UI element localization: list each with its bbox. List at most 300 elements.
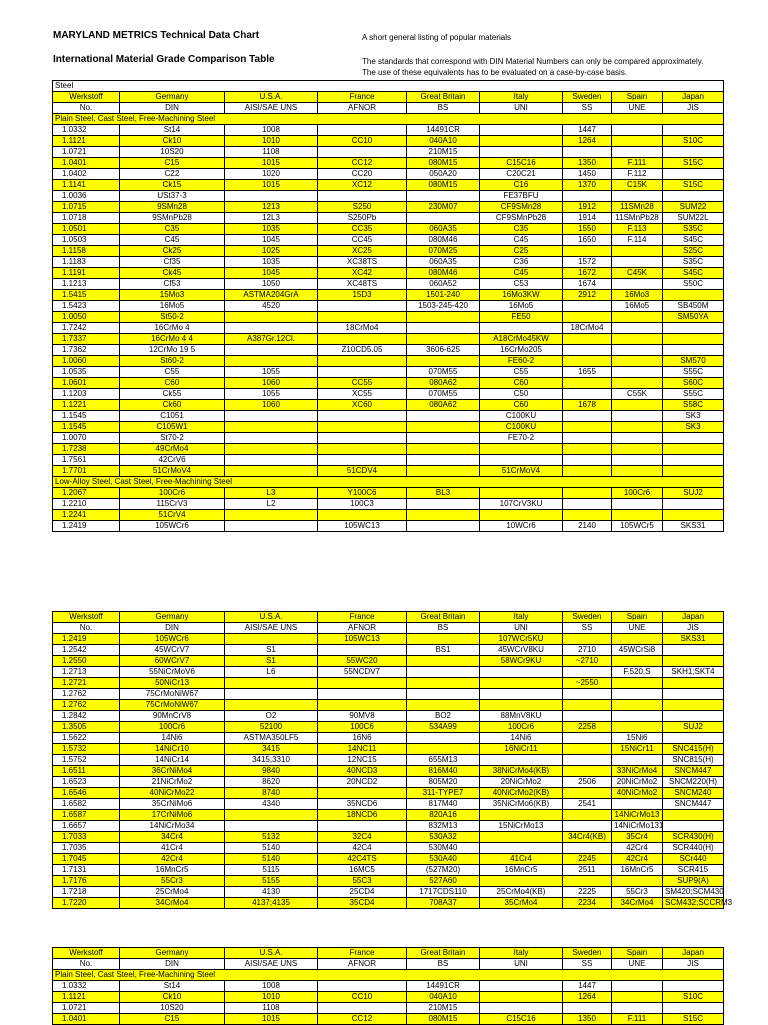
col-subheader-italy: UNI [480,959,563,970]
cell-werkstoff: 1.2067 [53,488,120,499]
cell-france: XC38TS [318,257,407,268]
col-header-usa: U.S.A. [225,948,318,959]
cell-sweden: 1678 [563,400,612,411]
cell-great-britain [407,521,480,532]
table-row [53,422,724,433]
col-subheader-japan: JIS [663,959,724,970]
cell-germany: 100Cr6 [120,722,225,733]
col-subheader-great-britain: BS [407,623,480,634]
cell-sweden: 2245 [563,854,612,865]
cell-werkstoff: 1.2550 [53,656,120,667]
cell-japan [663,645,724,656]
cell-france: 55NCDV7 [318,667,407,678]
cell-usa [225,810,318,821]
cell-france [318,444,407,455]
cell-italy: 40NiCrMo2(KB) [480,788,563,799]
cell-sweden: 1447 [563,981,612,992]
cell-werkstoff: 1.1545 [53,411,120,422]
cell-sweden: ~2550 [563,678,612,689]
cell-great-britain: 311-TYPE7 [407,788,480,799]
cell-spain: 14NiCrMo13 [612,810,663,821]
cell-usa: 1050 [225,279,318,290]
cell-great-britain: 530A32 [407,832,480,843]
cell-usa: A387Gr.12Cl. [225,334,318,345]
table-row [53,689,724,700]
cell-germany: C15 [120,158,225,169]
table-row [53,843,724,854]
table-row [53,323,724,334]
cell-france [318,422,407,433]
cell-germany: Ck25 [120,246,225,257]
cell-werkstoff: 1.6587 [53,810,120,821]
cell-spain [612,323,663,334]
cell-sweden [563,499,612,510]
cell-germany: 60WCrV7 [120,656,225,667]
cell-japan [663,169,724,180]
cell-werkstoff: 1.0715 [53,202,120,213]
cell-great-britain [407,466,480,477]
cell-great-britain [407,510,480,521]
table-row [53,191,724,202]
cell-germany: 51CrMoV4 [120,466,225,477]
cell-werkstoff: 1.5622 [53,733,120,744]
cell-usa: 8740 [225,788,318,799]
cell-germany: St60-2 [120,356,225,367]
table-row [53,722,724,733]
cell-italy: C16 [480,180,563,191]
cell-spain: F.113 [612,224,663,235]
col-header-italy: Italy [480,948,563,959]
cell-werkstoff: 1.7033 [53,832,120,843]
cell-werkstoff: 1.1141 [53,180,120,191]
cell-france: 32C4 [318,832,407,843]
cell-usa: 5140 [225,843,318,854]
cell-great-britain: 655M13 [407,755,480,766]
cell-italy: 100Cr6 [480,722,563,733]
cell-spain [612,411,663,422]
cell-werkstoff: 1.0601 [53,378,120,389]
col-subheader-sweden: SS [563,103,612,114]
header-row [53,612,724,623]
cell-germany: 50NiCr13 [120,678,225,689]
cell-japan [663,700,724,711]
cell-france [318,147,407,158]
cell-spain: 11SMn28 [612,202,663,213]
cell-spain [612,992,663,1003]
cell-spain [612,700,663,711]
cell-france: 55WC20 [318,656,407,667]
cell-sweden [563,1003,612,1014]
cell-great-britain: 070M25 [407,246,480,257]
table-row [53,733,724,744]
table-row [53,411,724,422]
cell-great-britain [407,323,480,334]
cell-werkstoff: 1.0503 [53,235,120,246]
cell-france [318,510,407,521]
cell-usa: 1008 [225,981,318,992]
cell-germany: C60 [120,378,225,389]
comparison-table-1 [52,80,724,532]
cell-japan: S35C [663,224,724,235]
cell-usa: O2 [225,711,318,722]
cell-italy [480,992,563,1003]
cell-spain [612,678,663,689]
table-row [53,634,724,645]
cell-france [318,125,407,136]
cell-sweden: 1370 [563,180,612,191]
cell-germany: C45 [120,235,225,246]
cell-werkstoff: 1.1121 [53,136,120,147]
cell-spain [612,433,663,444]
cell-usa [225,433,318,444]
cell-werkstoff: 1.6523 [53,777,120,788]
section-row [53,477,724,488]
cell-usa: 4520 [225,301,318,312]
cell-werkstoff: 1.5423 [53,301,120,312]
cell-sweden [563,411,612,422]
cell-spain [612,400,663,411]
cell-spain [612,466,663,477]
cell-spain [612,147,663,158]
cell-japan: SCr440 [663,854,724,865]
cell-werkstoff: 1.2721 [53,678,120,689]
cell-spain [612,136,663,147]
cell-spain: 16Mo5 [612,301,663,312]
cell-usa [225,466,318,477]
cell-spain: F.111 [612,1014,663,1025]
cell-japan: SCR430(H) [663,832,724,843]
cell-usa [225,689,318,700]
cell-spain [612,257,663,268]
cell-italy: 16Mo3KW [480,290,563,301]
cell-germany: Ck55 [120,389,225,400]
cell-japan: SKS31 [663,521,724,532]
cell-italy: 16NiCr11 [480,744,563,755]
cell-japan: S60C [663,378,724,389]
section-label: Low-Alloy Steel, Cast Steel, Free-Machining Steel [53,477,724,488]
cell-germany: 42CrV6 [120,455,225,466]
cell-great-britain: 080M15 [407,180,480,191]
cell-france [318,1003,407,1014]
section-row [53,970,724,981]
cell-usa: 1010 [225,992,318,1003]
cell-france: XC25 [318,246,407,257]
cell-spain [612,711,663,722]
cell-great-britain [407,656,480,667]
table-row [53,312,724,323]
cell-usa: 1108 [225,147,318,158]
subheader-row [53,623,724,634]
cell-france: XC48TS [318,279,407,290]
cell-spain: 14NiCrMo131 [612,821,663,832]
cell-great-britain [407,191,480,202]
table-row [53,667,724,678]
cell-france [318,191,407,202]
header-row [53,948,724,959]
cell-great-britain: 817M40 [407,799,480,810]
cell-great-britain [407,667,480,678]
cell-werkstoff: 1.0070 [53,433,120,444]
cell-spain: C45K [612,268,663,279]
cell-japan [663,678,724,689]
col-header-japan: Japan [663,948,724,959]
cell-great-britain [407,455,480,466]
cell-spain [612,689,663,700]
cell-werkstoff: 1.0036 [53,191,120,202]
cell-great-britain: 040A10 [407,136,480,147]
cell-japan: S50C [663,279,724,290]
cell-japan [663,433,724,444]
cell-werkstoff: 1.0332 [53,981,120,992]
cell-sweden: 1264 [563,136,612,147]
cell-great-britain: 210M15 [407,1003,480,1014]
cell-usa: 4130 [225,887,318,898]
cell-great-britain: 060A52 [407,279,480,290]
cell-italy: C45 [480,268,563,279]
cell-spain [612,1003,663,1014]
cell-sweden [563,433,612,444]
cell-sweden: 18CrMo4 [563,323,612,334]
table-row [53,466,724,477]
cell-spain [612,312,663,323]
cell-great-britain: 816M40 [407,766,480,777]
table-row [53,521,724,532]
cell-great-britain: 040A10 [407,992,480,1003]
cell-italy: FE50 [480,312,563,323]
cell-italy: 107CrV3KU [480,499,563,510]
cell-italy: 35CrMo4 [480,898,563,909]
cell-italy [480,323,563,334]
cell-great-britain: 070M55 [407,367,480,378]
cell-germany: 49CrMo4 [120,444,225,455]
col-header-germany: Germany [120,948,225,959]
cell-werkstoff: 1.7701 [53,466,120,477]
table-row [53,711,724,722]
cell-france [318,334,407,345]
cell-italy: 107WCr5KU [480,634,563,645]
cell-sweden: 1572 [563,257,612,268]
cell-japan: SUP9(A) [663,876,724,887]
cell-sweden: 1914 [563,213,612,224]
cell-germany: 100Cr6 [120,488,225,499]
cell-germany: 14Ni6 [120,733,225,744]
cell-werkstoff: 1.2762 [53,689,120,700]
cell-great-britain: 070M55 [407,389,480,400]
comparison-table-2 [52,611,733,909]
table-row [53,301,724,312]
cell-sweden: 2506 [563,777,612,788]
cell-japan: S45C [663,235,724,246]
cell-france: Y100C6 [318,488,407,499]
cell-france [318,301,407,312]
cell-usa [225,345,318,356]
cell-france: 18NCD6 [318,810,407,821]
cell-japan: SNC415(H) [663,744,724,755]
cell-france: CC12 [318,158,407,169]
cell-usa: 1055 [225,367,318,378]
table-row [53,444,724,455]
cell-italy [480,444,563,455]
cell-sweden [563,345,612,356]
cell-usa: 5140 [225,854,318,865]
cell-germany: C105W1 [120,422,225,433]
cell-great-britain: 050A20 [407,169,480,180]
col-header-spain: Spain [612,948,663,959]
cell-spain: 20NiCrMo2 [612,777,663,788]
cell-spain [612,422,663,433]
cell-usa: 1015 [225,180,318,191]
cell-sweden: 1450 [563,169,612,180]
cell-germany: 55Cr3 [120,876,225,887]
cell-sweden: 2541 [563,799,612,810]
cell-werkstoff: 1.7220 [53,898,120,909]
table-row [53,898,724,909]
cell-japan [663,733,724,744]
cell-japan [663,466,724,477]
cell-great-britain [407,433,480,444]
cell-werkstoff: 1.5415 [53,290,120,301]
cell-germany: C35 [120,224,225,235]
col-subheader-italy: UNI [480,103,563,114]
cell-japan [663,455,724,466]
cell-sweden: 2258 [563,722,612,733]
cell-spain [612,499,663,510]
cell-germany: 105WCr6 [120,634,225,645]
cell-france: CC45 [318,235,407,246]
cell-france: XC60 [318,400,407,411]
table-row [53,279,724,290]
cell-france [318,411,407,422]
cell-sweden: 2225 [563,887,612,898]
cell-usa: 1015 [225,1014,318,1025]
cell-great-britain: 080M15 [407,1014,480,1025]
cell-france: 14NC11 [318,744,407,755]
cell-germany: 15Mo3 [120,290,225,301]
col-subheader-japan: JIS [663,623,724,634]
cell-japan: SNCM240 [663,788,724,799]
cell-italy: 16CrMo205 [480,345,563,356]
subheader-row [53,103,724,114]
cell-usa: 4137;4135 [225,898,318,909]
cell-japan [663,345,724,356]
cell-werkstoff: 1.2542 [53,645,120,656]
section-label: Plain Steel, Cast Steel, Free-Machining Steel [53,970,724,981]
cell-spain: 34CrMo4 [612,898,663,909]
cell-werkstoff: 1.2762 [53,700,120,711]
cell-werkstoff: 1.7561 [53,455,120,466]
cell-usa: 52100 [225,722,318,733]
table-row [53,1014,724,1025]
cell-france [318,678,407,689]
col-header-germany: Germany [120,92,225,103]
cell-italy: C53 [480,279,563,290]
cell-great-britain [407,444,480,455]
cell-japan: SKH1;SKT4 [663,667,724,678]
cell-werkstoff: 1.6582 [53,799,120,810]
cell-spain [612,356,663,367]
col-subheader-france: AFNOR [318,103,407,114]
cell-germany: St14 [120,981,225,992]
cell-italy [480,136,563,147]
cell-usa: 1060 [225,378,318,389]
col-subheader-sweden: SS [563,959,612,970]
cell-italy [480,810,563,821]
cell-sweden: 1912 [563,202,612,213]
cell-italy [480,1003,563,1014]
cell-japan [663,656,724,667]
cell-sweden: 2511 [563,865,612,876]
table-row [53,345,724,356]
cell-japan: S35C [663,257,724,268]
cell-sweden [563,711,612,722]
cell-italy: 35NiCrMo6(KB) [480,799,563,810]
cell-spain: 15Ni6 [612,733,663,744]
table-row [53,510,724,521]
col-subheader-japan: JIS [663,103,724,114]
cell-great-britain [407,700,480,711]
col-header-usa: U.S.A. [225,612,318,623]
cell-germany: 16CrMo 4 [120,323,225,334]
cell-sweden [563,191,612,202]
cell-great-britain: 080A62 [407,378,480,389]
cell-japan: SUJ2 [663,488,724,499]
cell-spain [612,246,663,257]
cell-great-britain [407,213,480,224]
cell-usa [225,444,318,455]
cell-italy [480,832,563,843]
cell-france: CC10 [318,992,407,1003]
col-header-great-britain: Great Britain [407,612,480,623]
cell-usa: S1 [225,656,318,667]
cell-sweden: 2140 [563,521,612,532]
cell-spain: 16MnCr5 [612,865,663,876]
col-subheader-werkstoff: No. [53,103,120,114]
table-row [53,290,724,301]
table-row [53,766,724,777]
cell-japan [663,334,724,345]
cell-italy [480,755,563,766]
cell-usa [225,455,318,466]
cell-werkstoff: 1.6657 [53,821,120,832]
cell-france: 42C4TS [318,854,407,865]
cell-france: 25CD4 [318,887,407,898]
table-row [53,876,724,887]
cell-france: 90MV8 [318,711,407,722]
col-subheader-great-britain: BS [407,103,480,114]
cell-spain [612,191,663,202]
cell-sweden [563,147,612,158]
cell-france: S250Pb [318,213,407,224]
table-row [53,777,724,788]
cell-france: S250 [318,202,407,213]
cell-spain [612,334,663,345]
cell-france: CC55 [318,378,407,389]
table-row [53,455,724,466]
col-header-france: France [318,92,407,103]
table-row [53,334,724,345]
cell-japan: S55C [663,367,724,378]
cell-werkstoff: 1.1221 [53,400,120,411]
cell-italy [480,700,563,711]
cell-usa: 1025 [225,246,318,257]
table-row [53,180,724,191]
cell-sweden: ~2710 [563,656,612,667]
cell-usa [225,411,318,422]
group-label: Steel [53,81,724,92]
cell-japan [663,147,724,158]
cell-france: 100C3 [318,499,407,510]
table-row [53,656,724,667]
